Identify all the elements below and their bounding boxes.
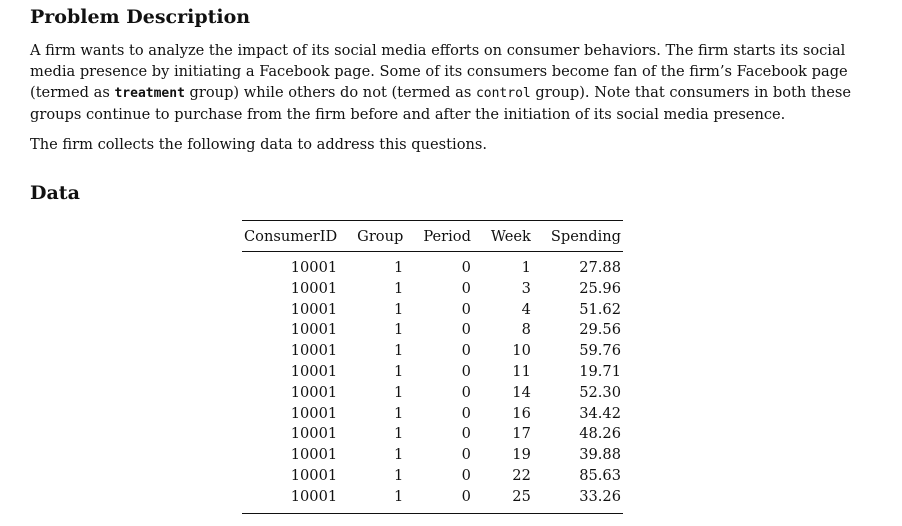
table-cell: 25.96 — [579, 279, 621, 297]
table-cell: 10001 — [290, 300, 338, 318]
table-cell: 1 — [394, 404, 404, 422]
table-row — [242, 279, 623, 300]
term-treatment: treatment — [114, 86, 185, 101]
table-cell: 85.63 — [579, 466, 621, 484]
table-cell: 10001 — [290, 487, 338, 505]
table-cell: 0 — [461, 300, 471, 318]
table-cell: 51.62 — [579, 300, 621, 318]
table-row — [242, 320, 623, 341]
table-cell: 0 — [461, 342, 471, 360]
table-body — [242, 252, 623, 514]
table-cell: 8 — [521, 321, 531, 339]
table-header — [242, 221, 623, 252]
column-header: Spending — [550, 227, 621, 245]
table-cell: 34.42 — [579, 404, 621, 422]
table-cell: 1 — [521, 259, 531, 276]
problem-paragraph — [30, 40, 875, 125]
table-row — [242, 404, 623, 425]
table-row — [242, 341, 623, 362]
table-cell: 10001 — [290, 321, 338, 339]
table-cell: 48.26 — [579, 425, 621, 443]
table-row — [242, 362, 623, 383]
table-cell: 0 — [461, 425, 471, 443]
table-cell: 14 — [512, 383, 531, 401]
table-row — [242, 424, 623, 445]
table-cell: 10001 — [290, 446, 338, 464]
table-cell: 1 — [394, 279, 404, 297]
table-cell: 0 — [461, 321, 471, 339]
table-cell: 29.56 — [579, 321, 621, 339]
table-cell: 1 — [394, 425, 404, 443]
table-row — [242, 487, 623, 513]
table-cell: 10001 — [290, 404, 338, 422]
table-cell: 0 — [461, 259, 471, 276]
table-cell: 1 — [394, 362, 404, 380]
table-cell: 27.88 — [579, 259, 621, 276]
column-header: Group — [357, 227, 404, 245]
table-cell: 1 — [394, 342, 404, 360]
table-cell: 0 — [461, 466, 471, 484]
table-cell: 1 — [394, 487, 404, 505]
table-cell: 16 — [512, 404, 531, 422]
table-row — [242, 300, 623, 321]
table-cell: 17 — [512, 425, 531, 443]
table-cell: 0 — [461, 279, 471, 297]
table-cell: 1 — [394, 446, 404, 464]
para-text-3: group). Note that consumers in both these groups continue to purchase from the firm before and after the initiation of its social media presence. — [30, 84, 851, 123]
column-header: Period — [423, 227, 471, 245]
table-cell: 10001 — [290, 259, 338, 276]
data-intro-paragraph: The firm collects the following data to address this questions. — [30, 136, 488, 153]
table-cell: 25 — [512, 487, 531, 505]
table-cell: 59.76 — [579, 342, 621, 360]
table-cell: 19 — [512, 446, 531, 464]
table-cell: 10001 — [290, 279, 338, 297]
table-header-row — [242, 221, 623, 252]
table-row — [242, 383, 623, 404]
table-cell: 0 — [461, 446, 471, 464]
section-heading-data: Data — [30, 182, 80, 204]
para-text-1: A firm wants to analyze the impact of its social media efforts on consumer behaviors. The firm starts its social media presence by initiating a Facebook page. Some of its consumers become fan of the firm’s Facebook page (termed as — [30, 42, 848, 101]
table-cell: 3 — [521, 279, 531, 297]
table-cell: 1 — [394, 466, 404, 484]
table-cell: 0 — [461, 487, 471, 505]
table-cell: 0 — [461, 362, 471, 380]
column-header: Week — [490, 227, 531, 245]
table-cell: 10001 — [290, 342, 338, 360]
table-cell: 11 — [512, 362, 531, 380]
table-cell: 10001 — [290, 466, 338, 484]
table-cell: 1 — [394, 383, 404, 401]
table-cell: 1 — [394, 259, 404, 276]
column-header: ConsumerID — [244, 227, 338, 245]
table-cell: 19.71 — [579, 362, 621, 380]
table-row — [242, 466, 623, 487]
table-cell: 52.30 — [579, 383, 621, 401]
table-cell: 10001 — [290, 383, 338, 401]
table-cell: 4 — [521, 300, 531, 318]
table-cell: 39.88 — [579, 446, 621, 464]
table-cell: 33.26 — [579, 487, 621, 505]
table-row — [242, 445, 623, 466]
para-text-2: group) while others do not (termed as — [184, 84, 476, 101]
term-control: control — [475, 86, 531, 101]
table-cell: 10001 — [290, 362, 338, 380]
data-table — [242, 220, 623, 514]
table-cell: 10 — [512, 342, 531, 360]
table-cell: 1 — [394, 300, 404, 318]
table-cell: 0 — [461, 404, 471, 422]
section-heading-problem-description: Problem Description — [30, 6, 251, 28]
table-cell: 1 — [394, 321, 404, 339]
table-cell: 22 — [512, 466, 531, 484]
table-cell: 0 — [461, 383, 471, 401]
table-cell: 10001 — [290, 425, 338, 443]
table-row — [242, 252, 623, 279]
